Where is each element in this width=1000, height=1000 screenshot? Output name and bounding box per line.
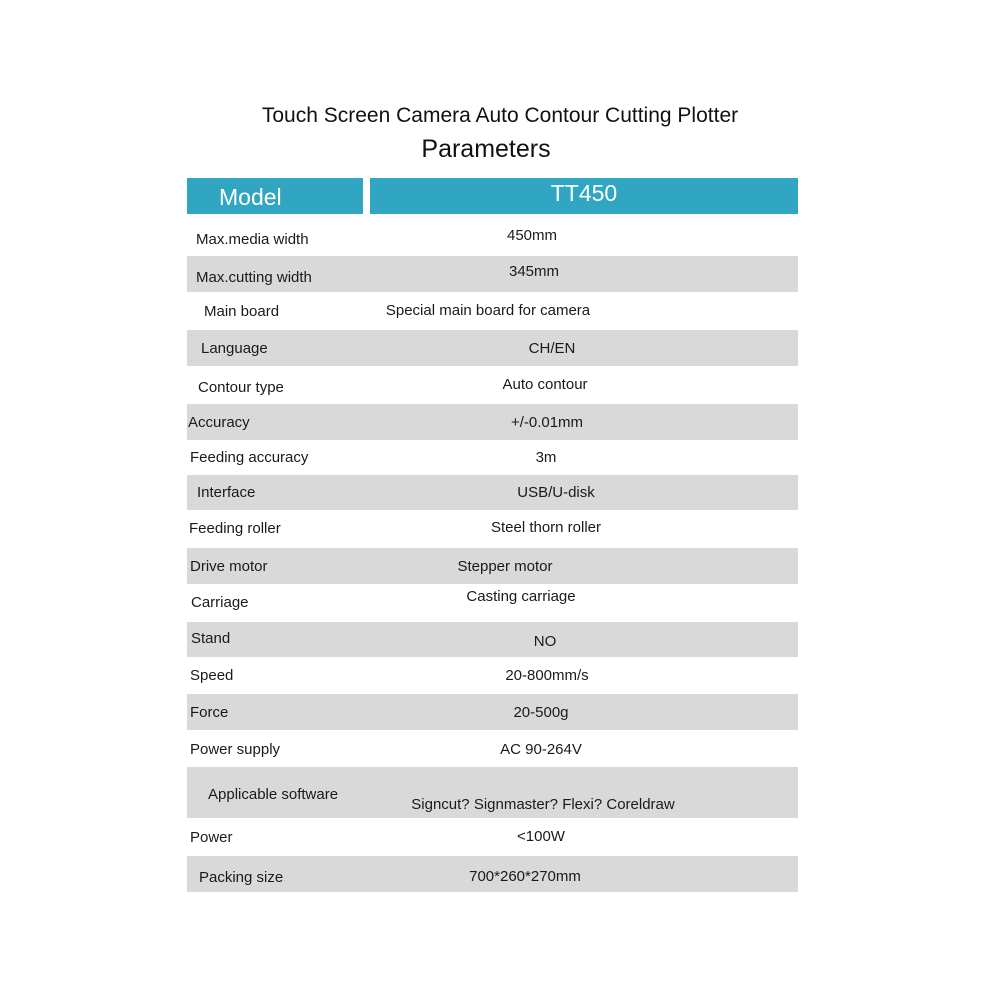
parameter-label: Applicable software [208, 786, 339, 803]
parameter-value: 20-800mm/s [505, 667, 589, 684]
document-subtitle: Parameters [421, 135, 551, 163]
table-row [187, 818, 798, 856]
table-row [187, 584, 798, 622]
parameter-label: Accuracy [188, 414, 250, 431]
table-row [187, 548, 798, 584]
table-row [187, 622, 798, 657]
parameter-value: <100W [517, 828, 565, 845]
document-title: Touch Screen Camera Auto Contour Cutting Plotter [261, 104, 739, 127]
parameter-label: Max.cutting width [196, 269, 312, 286]
parameter-label: Power [190, 829, 233, 846]
parameter-value: 345mm [508, 263, 560, 280]
table-row [187, 657, 798, 694]
parameter-value: Casting carriage [466, 588, 576, 605]
table-row [187, 767, 798, 818]
table-row [187, 694, 798, 730]
header-value-cell [370, 178, 798, 214]
table-row [187, 220, 798, 256]
parameter-value: 700*260*270mm [469, 868, 581, 885]
parameter-label: Feeding accuracy [190, 449, 309, 466]
parameter-label: Force [190, 704, 229, 721]
table-row [187, 440, 798, 475]
parameter-label: Speed [190, 667, 234, 684]
parameter-label: Max.media width [196, 231, 309, 248]
table-row [187, 730, 798, 767]
header-model-label: Model [219, 184, 282, 210]
parameter-label: Packing size [199, 869, 284, 886]
parameter-value: 3m [535, 449, 557, 466]
parameter-label: Feeding roller [189, 520, 281, 537]
parameter-label: Interface [197, 484, 256, 501]
parameter-value: NO [533, 633, 557, 650]
parameter-value: Auto contour [502, 376, 588, 393]
parameter-value: CH/EN [528, 340, 576, 357]
parameter-label: Carriage [191, 594, 249, 611]
parameter-label: Stand [191, 630, 231, 647]
parameter-value: Special main board for camera [385, 302, 591, 319]
table-row [187, 292, 798, 330]
parameter-value: USB/U-disk [517, 484, 595, 501]
parameter-label: Drive motor [190, 558, 268, 575]
table-row [187, 856, 798, 892]
parameter-label: Language [201, 340, 268, 357]
parameter-value: Stepper motor [457, 558, 553, 575]
parameter-value: Steel thorn roller [490, 519, 602, 536]
parameter-value: +/-0.01mm [510, 414, 584, 431]
parameter-value: 20-500g [513, 704, 569, 721]
parameter-value: AC 90-264V [500, 741, 582, 758]
parameter-label: Contour type [198, 379, 284, 396]
parameter-value: Signcut? Signmaster? Flexi? Coreldraw [411, 796, 675, 813]
parameter-label: Main board [204, 303, 280, 320]
table-row [187, 510, 798, 548]
parameter-label: Power supply [190, 741, 281, 758]
header-model-value: TT450 [550, 180, 618, 206]
header-model-cell [187, 178, 363, 214]
table-row [187, 330, 798, 366]
table-row [187, 366, 798, 404]
table-row [187, 404, 798, 440]
table-row [187, 475, 798, 510]
table-row [187, 256, 798, 292]
parameter-value: 450mm [506, 227, 558, 244]
